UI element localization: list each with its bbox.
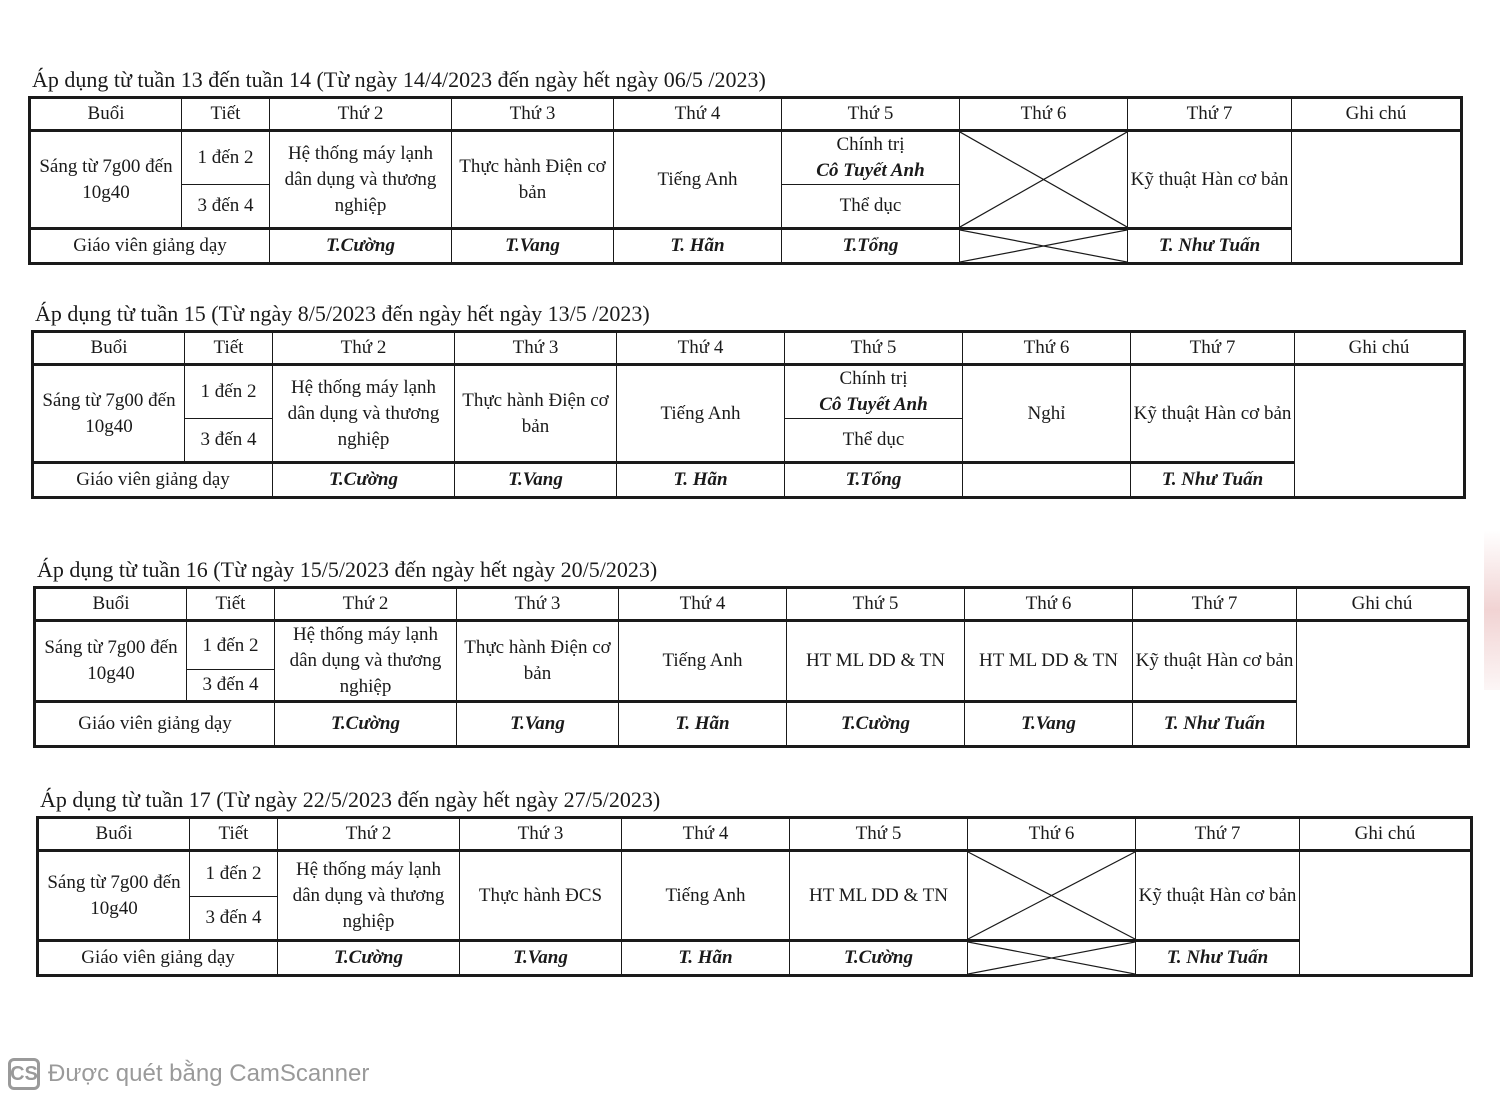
mon-teacher: T.Cường [270,229,452,264]
period-3-4: 3 đến 4 [190,897,278,941]
week-17-section [36,786,1473,977]
session-cell: Sáng từ 7g00 đến 10g40 [30,131,182,229]
thu-subject: HT ML DD & TN [790,851,968,941]
mon-subject: Hệ thống máy lạnh dân dụng và thương nghiệp [278,851,460,941]
thu-subject-p1-teacher: Cô Tuyết Anh [816,160,925,181]
week-16-table [33,586,1470,748]
fri-empty-crossed [968,851,1136,941]
notes-cell [1295,365,1465,498]
tue-subject: Thực hành Điện cơ bản [455,365,617,463]
col-header-notes: Ghi chú [1292,98,1462,131]
col-header-tue: Thứ 3 [460,818,622,851]
col-header-thu: Thứ 5 [782,98,960,131]
col-header-session: Buổi [35,588,187,621]
teacher-row [35,702,1469,747]
tue-teacher: T.Vang [452,229,614,264]
tue-teacher: T.Vang [460,941,622,976]
col-header-mon: Thứ 2 [270,98,452,131]
col-header-mon: Thứ 2 [278,818,460,851]
red-stamp-edge [1484,530,1500,690]
week-15-section [31,300,1466,499]
period-1-2: 1 đến 2 [190,851,278,897]
col-header-wed: Thứ 4 [619,588,787,621]
col-header-tue: Thứ 3 [457,588,619,621]
notes-cell [1300,851,1472,976]
notes-cell [1292,131,1462,264]
week-13-14-title: Áp dụng từ tuần 13 đến tuần 14 (Từ ngày 14/4/2023 đến ngày hết ngày 06/5 /2023) [32,67,766,92]
wed-subject: Tiếng Anh [614,131,782,229]
col-header-sat: Thứ 7 [1131,332,1295,365]
header-row [33,332,1465,365]
period-3-4: 3 đến 4 [187,670,275,702]
period-3-4: 3 đến 4 [182,185,270,229]
period-1-2: 1 đến 2 [182,131,270,185]
teacher-label: Giáo viên giảng dạy [35,702,275,747]
mon-teacher: T.Cường [275,702,457,747]
wed-subject: Tiếng Anh [622,851,790,941]
fri-empty-crossed [960,131,1128,229]
col-header-fri: Thứ 6 [963,332,1131,365]
fri-subject: HT ML DD & TN [965,621,1133,702]
period-1-2: 1 đến 2 [185,365,273,419]
col-header-session: Buổi [38,818,190,851]
camscanner-logo-icon: CS [8,1058,40,1090]
cross-out-mark [960,132,1127,227]
wed-teacher: T. Hãn [614,229,782,264]
tue-subject: Thực hành Điện cơ bản [452,131,614,229]
mon-subject: Hệ thống máy lạnh dân dụng và thương nghiệp [273,365,455,463]
thu-teacher: T.Tổng [785,463,963,498]
sat-teacher: T. Như Tuấn [1128,229,1292,264]
col-header-tue: Thứ 3 [452,98,614,131]
notes-cell [1297,621,1469,747]
week-17-table [36,816,1473,977]
thu-teacher: T.Cường [790,941,968,976]
period-1-2: 1 đến 2 [187,621,275,670]
teacher-row [30,229,1462,264]
col-header-thu: Thứ 5 [787,588,965,621]
teacher-label: Giáo viên giảng dạy [38,941,278,976]
col-header-sat: Thứ 7 [1136,818,1300,851]
session-cell: Sáng từ 7g00 đến 10g40 [33,365,185,463]
fri-teacher [963,463,1131,498]
wed-teacher: T. Hãn [622,941,790,976]
col-header-period: Tiết [185,332,273,365]
thu-teacher: T.Tổng [782,229,960,264]
col-header-period: Tiết [187,588,275,621]
tue-teacher: T.Vang [457,702,619,747]
col-header-session: Buổi [33,332,185,365]
col-header-fri: Thứ 6 [968,818,1136,851]
tue-subject: Thực hành ĐCS [460,851,622,941]
tue-teacher: T.Vang [455,463,617,498]
tue-subject: Thực hành Điện cơ bản [457,621,619,702]
col-header-mon: Thứ 2 [275,588,457,621]
cross-out-mark [968,852,1135,939]
thu-subject-p1-name: Chính trị [836,134,905,155]
teacher-row [33,463,1465,498]
fri-teacher: T.Vang [965,702,1133,747]
week-16-title: Áp dụng từ tuần 16 (Từ ngày 15/5/2023 đến ngày hết ngày 20/5/2023) [37,557,658,582]
cross-out-mark [968,942,1135,974]
sat-teacher: T. Như Tuấn [1136,941,1300,976]
col-header-notes: Ghi chú [1300,818,1472,851]
mon-teacher: T.Cường [278,941,460,976]
col-header-notes: Ghi chú [1297,588,1469,621]
col-header-mon: Thứ 2 [273,332,455,365]
wed-subject: Tiếng Anh [619,621,787,702]
thu-subject-p1 [785,365,963,419]
col-header-sat: Thứ 7 [1133,588,1297,621]
thu-subject-p2: Thể dục [782,185,960,229]
thu-teacher: T.Cường [787,702,965,747]
week-15-title: Áp dụng từ tuần 15 (Từ ngày 8/5/2023 đến ngày hết ngày 13/5 /2023) [35,301,650,326]
col-header-period: Tiết [190,818,278,851]
sat-subject: Kỹ thuật Hàn cơ bản [1133,621,1297,702]
fri-teacher-crossed [960,229,1128,264]
period-3-4: 3 đến 4 [185,419,273,463]
fri-subject: Nghỉ [963,365,1131,463]
col-header-fri: Thứ 6 [960,98,1128,131]
week-15-table [31,330,1466,499]
sat-teacher: T. Như Tuấn [1131,463,1295,498]
col-header-wed: Thứ 4 [617,332,785,365]
thu-subject-p2: Thể dục [785,419,963,463]
header-row [35,588,1469,621]
teacher-row [38,941,1472,976]
week-16-section [33,556,1470,748]
header-row [38,818,1472,851]
mon-subject: Hệ thống máy lạnh dân dụng và thương nghiệp [275,621,457,702]
col-header-notes: Ghi chú [1295,332,1465,365]
cross-out-mark [960,230,1127,262]
col-header-thu: Thứ 5 [785,332,963,365]
week-17-title: Áp dụng từ tuần 17 (Từ ngày 22/5/2023 đến ngày hết ngày 27/5/2023) [40,787,661,812]
thu-subject-p1 [782,131,960,185]
wed-teacher: T. Hãn [617,463,785,498]
sat-teacher: T. Như Tuấn [1133,702,1297,747]
col-header-sat: Thứ 7 [1128,98,1292,131]
thu-subject-p1-name: Chính trị [839,368,908,389]
mon-teacher: T.Cường [273,463,455,498]
col-header-thu: Thứ 5 [790,818,968,851]
teacher-label: Giáo viên giảng dạy [33,463,273,498]
col-header-tue: Thứ 3 [455,332,617,365]
session-cell: Sáng từ 7g00 đến 10g40 [35,621,187,702]
camscanner-watermark [8,1058,369,1090]
fri-teacher-crossed [968,941,1136,976]
col-header-wed: Thứ 4 [622,818,790,851]
col-header-period: Tiết [182,98,270,131]
sat-subject: Kỹ thuật Hàn cơ bản [1131,365,1295,463]
header-row [30,98,1462,131]
session-cell: Sáng từ 7g00 đến 10g40 [38,851,190,941]
sat-subject: Kỹ thuật Hàn cơ bản [1128,131,1292,229]
mon-subject: Hệ thống máy lạnh dân dụng và thương nghiệp [270,131,452,229]
col-header-session: Buổi [30,98,182,131]
camscanner-text: Được quét bằng CamScanner [48,1060,370,1087]
thu-subject: HT ML DD & TN [787,621,965,702]
sat-subject: Kỹ thuật Hàn cơ bản [1136,851,1300,941]
wed-subject: Tiếng Anh [617,365,785,463]
col-header-fri: Thứ 6 [965,588,1133,621]
week-13-14-section [28,66,1463,265]
teacher-label: Giáo viên giảng dạy [30,229,270,264]
col-header-wed: Thứ 4 [614,98,782,131]
week-13-14-table [28,96,1463,265]
wed-teacher: T. Hãn [619,702,787,747]
thu-subject-p1-teacher: Cô Tuyết Anh [819,394,928,415]
